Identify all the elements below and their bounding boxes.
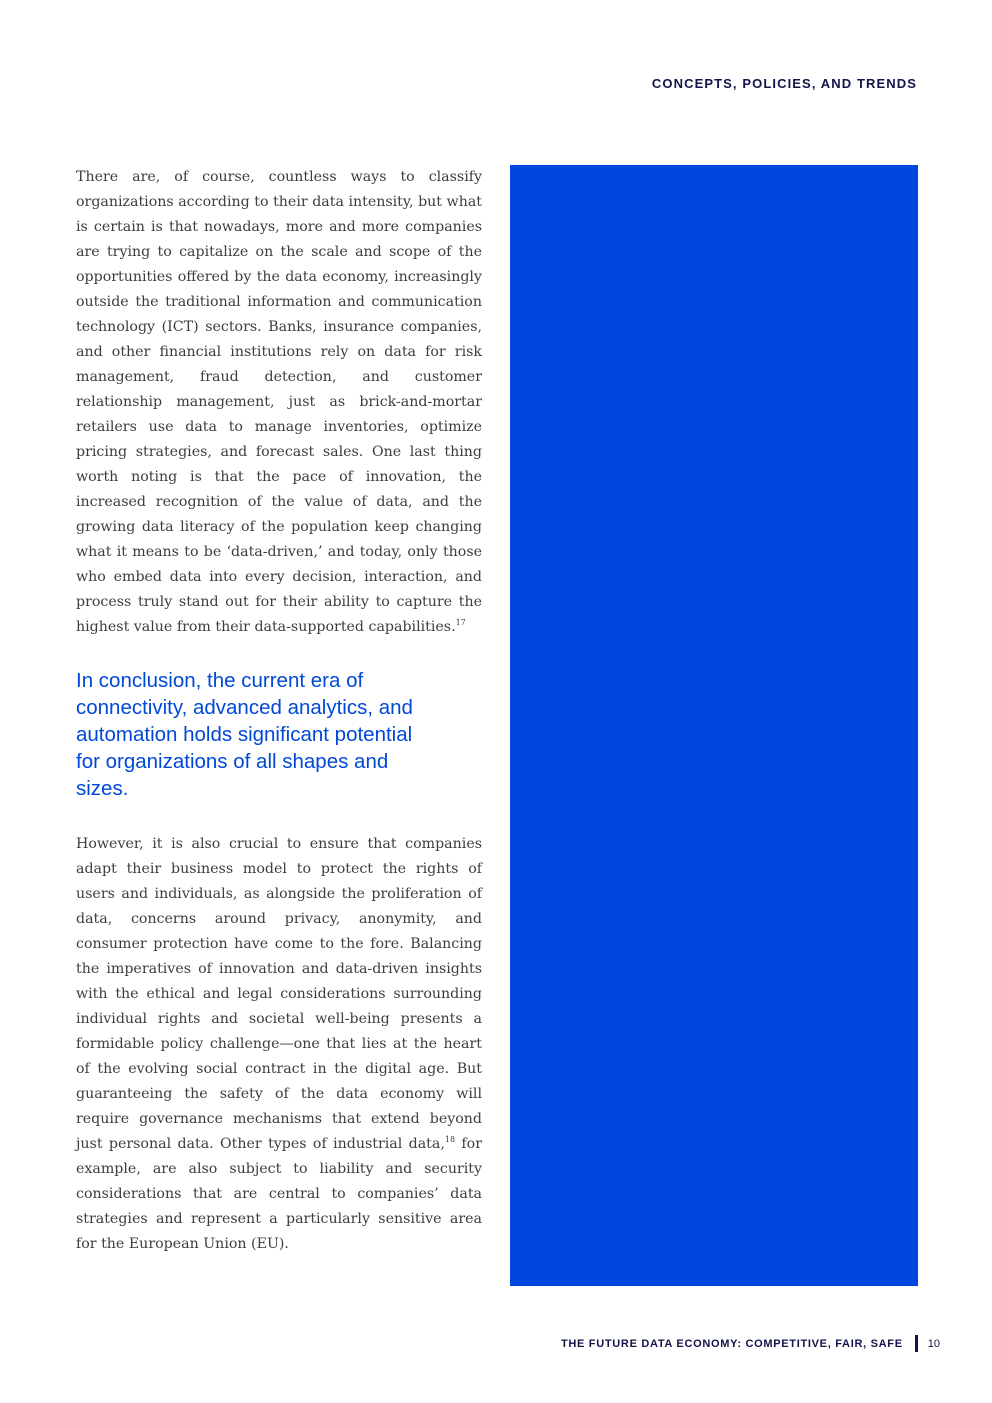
body-paragraph-2 xyxy=(76,832,482,1257)
footnote-ref-18[interactable]: 18 xyxy=(444,1135,456,1144)
paragraph-2-text-end: for example, are also subject to liability and security considerations that are central to companies’ data strategies and represent a particularly sensitive area for the European Union (EU). xyxy=(76,1136,482,1252)
article-column xyxy=(76,165,482,1257)
pull-quote: In conclusion, the current era of connectivity, advanced analytics, and automation holds significant potential for organizations of all shapes and sizes. xyxy=(76,669,413,800)
paragraph-2-text-start: However, it is also crucial to ensure that companies adapt their business model to protect the rights of users and individuals, as alongside the proliferation of data, concerns around privacy, anonymity, and consumer protection have come to the fore. Balancing the imperatives of innovation and data-driven insights with the ethical and legal considerations surrounding individual rights and societal well-being presents a formidable policy challenge—one that lies at the heart of the evolving social contract in the digital age. But guaranteeing the safety of the data economy will require governance mechanisms that extend beyond just personal data. Other types of industrial data, xyxy=(76,836,482,1152)
running-header: CONCEPTS, POLICIES, AND TRENDS xyxy=(651,76,917,91)
page-number: 10 xyxy=(927,1337,940,1350)
footnote-ref-17[interactable]: 17 xyxy=(455,618,466,627)
publication-title: THE FUTURE DATA ECONOMY: COMPETITIVE, FAIR, SAFE xyxy=(560,1337,903,1350)
body-paragraph-1 xyxy=(76,165,482,640)
page-footer xyxy=(561,1335,940,1352)
blue-image-panel xyxy=(510,165,918,1286)
paragraph-1-text: There are, of course, countless ways to classify organizations according to their data intensity, but what is certain is that nowadays, more and more companies are trying to capitalize on the scale and scope of the opportunities offered by the data economy, increasingly outside the traditional information and communication technology (ICT) sectors. Banks, insurance companies, and other financial institutions rely on data for risk management, fraud detection, and customer relationship management, just as brick-and-mortar retailers use data to manage inventories, optimize pricing strategies, and forecast sales. One last thing worth noting is that the pace of innovation, the increased recognition of the value of data, and the growing data literacy of the population keep changing what it means to be ‘data-driven,’ and today, only those who embed data into every decision, interaction, and process truly stand out for their ability to capture the highest value from their data-supported capabilities. xyxy=(76,169,482,635)
footer-divider xyxy=(915,1335,918,1352)
